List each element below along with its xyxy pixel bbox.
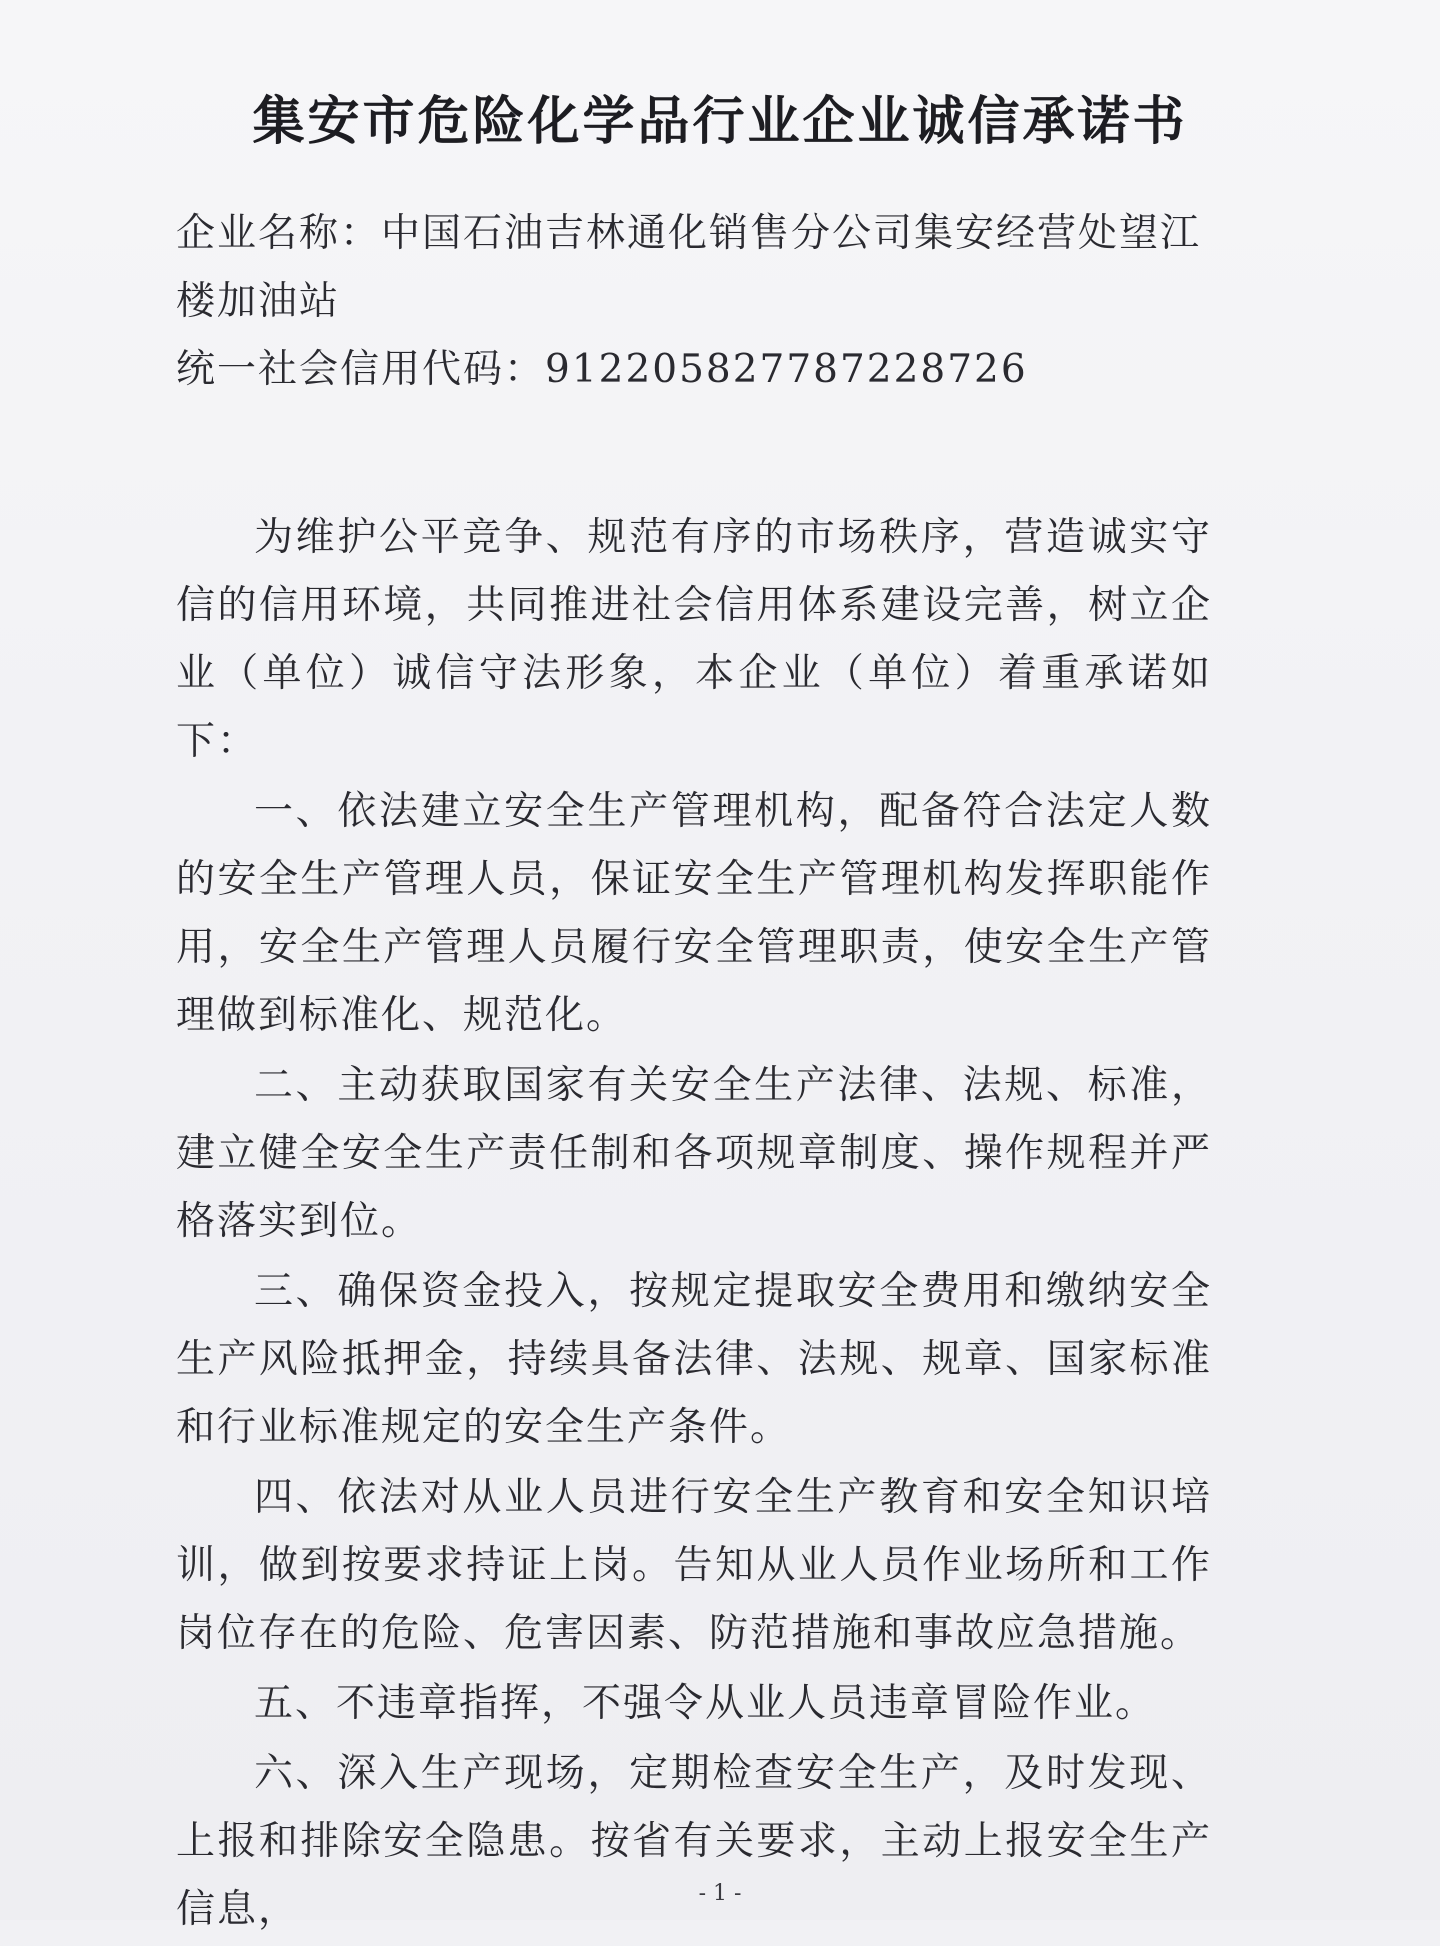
commitment-paragraph-5: 五、不违章指挥，不强令从业人员违章冒险作业。 <box>254 1681 1157 1726</box>
company-name-line <box>176 200 1212 336</box>
credit-code-line <box>176 336 1212 404</box>
commitment-paragraph-6: 六、深入生产现场，定期检查安全生产，及时发现、上报和排除安全隐患。按省有关要求，主动上报安全生产信息， <box>176 1751 1212 1932</box>
commitment-paragraph-1: 一、依法建立安全生产管理机构，配备符合法定人数的安全生产管理人员，保证安全生产管理机构发挥职能作用，安全生产管理人员履行安全管理职责，使安全生产管理做到标准化、规范化。 <box>176 789 1212 1038</box>
company-name-value: 中国石油吉林通化销售分公司集安经营处望江楼加油站 <box>176 211 1202 324</box>
credit-code-value: 912205827787228726 <box>545 347 1028 392</box>
company-name-label: 企业名称： <box>176 211 382 256</box>
document-title: 集安市危险化学品行业企业诚信承诺书 <box>252 92 1188 152</box>
preamble-paragraph: 为维护公平竞争、规范有序的市场秩序，营造诚实守信的信用环境，共同推进社会信用体系建设完善，树立企业（单位）诚信守法形象，本企业（单位）着重承诺如下： <box>176 515 1212 764</box>
commitment-paragraph-4: 四、依法对从业人员进行安全生产教育和安全知识培训，做到按要求持证上岗。告知从业人员作业场所和工作岗位存在的危险、危害因素、防范措施和事故应急措施。 <box>176 1475 1212 1656</box>
credit-code-label: 统一社会信用代码： <box>176 347 546 392</box>
commitment-paragraph-3: 三、确保资金投入，按规定提取安全费用和缴纳安全生产风险抵押金，持续具备法律、法规、规章、国家标准和行业标准规定的安全生产条件。 <box>176 1269 1212 1450</box>
page-number: - 1 - <box>698 1881 742 1906</box>
section-spacer <box>176 404 1212 504</box>
document-body <box>176 200 1212 1946</box>
commitment-paragraph-2: 二、主动获取国家有关安全生产法律、法规、标准，建立健全安全生产责任制和各项规章制度、操作规程并严格落实到位。 <box>176 1063 1212 1244</box>
